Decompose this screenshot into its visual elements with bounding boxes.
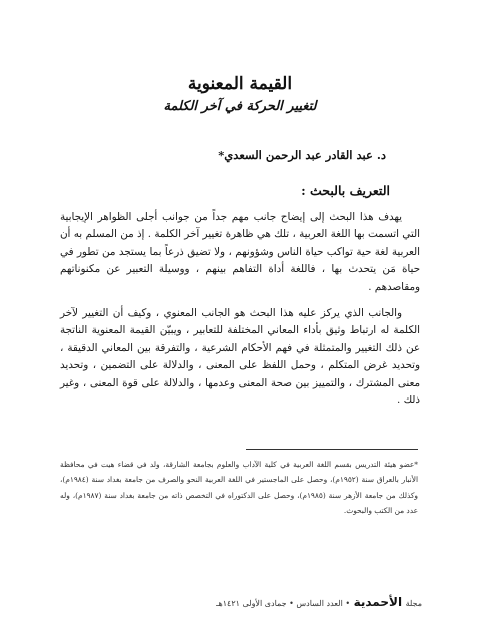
footer-journal-prefix: مجلة [405,599,422,608]
article-subtitle: لتغيير الحركة في آخر الكلمة [163,99,317,114]
section-heading: التعريف بالبحث : [301,183,390,198]
footer-journal-name: الأحمدية [353,595,403,609]
article-title: القيمة المعنوية [187,74,293,94]
author-name: د. عبد القادر عبد الرحمن السعدي* [218,148,386,162]
footnote-separator [246,449,418,450]
body-paragraph-1: يهدف هذا البحث إلى إيضاح جانب مهم جداً من جوانب أجلى الظواهر الإيجابية التي اتسمت بها اللغة العربية ، تلك هي ظاهرة تغيير آخر الكلمة . إذ من المسلم به أن العربية لغة حية تواكب حياة الناس وشؤونهم ، ولا تضيق ذرعاً بما يستجد من تطور في حياة مَن يتحدث بها ، فاللغة أداة التفاهم بينهم ، ووسيلة التعبير عن مكنوناتهم ومقاصدهم . [60,211,420,293]
body-paragraph-2: والجانب الذي يركز عليه هذا البحث هو الجانب المعنوي ، وكيف أن التغيير لآخر الكلمة له ارتباط وثيق بأداء المعاني المختلفة للتعابير ، ويبيّن القيمة المعنوية الناتجة عن ذلك التغيير والمتمثلة في فهم الأحكام الشرعية ، والتفرقة بين المعاني الدقيقة ، وتحديد غرض المتكلم ، وحمل اللفظ على المعنى ، والدلالة على التضمين ، وتحديد معنى المشترك ، والتمييز بين صحة المعنى وعدمها ، والدلالة على قوة المعنى ، وغير ذلك . [60,307,420,407]
author-footnote: *عضو هيئة التدريس بقسم اللغة العربية في كلية الآداب والعلوم بجامعة الشارقة، ولد في قضاء هيت في محافظة الأنبار بالعراق سنة (١٩٥٢م)، وحصل على الماجستير في اللغة العربية النحو والصرف من جامعة بغداد سنة (١٩٨٤م)، وكذلك من جامعة الأزهر سنة (١٩٨٥م)، وحصل على الدكتوراه في التخصص ذاته من جامعة بغداد سنة (١٩٨٧م)، وله عدد من الكتب والبحوث. [60,460,418,516]
page-footer [62,595,422,611]
footer-issue-info: • العدد السادس • جمادى الأولى ١٤٢١هـ [216,599,351,608]
